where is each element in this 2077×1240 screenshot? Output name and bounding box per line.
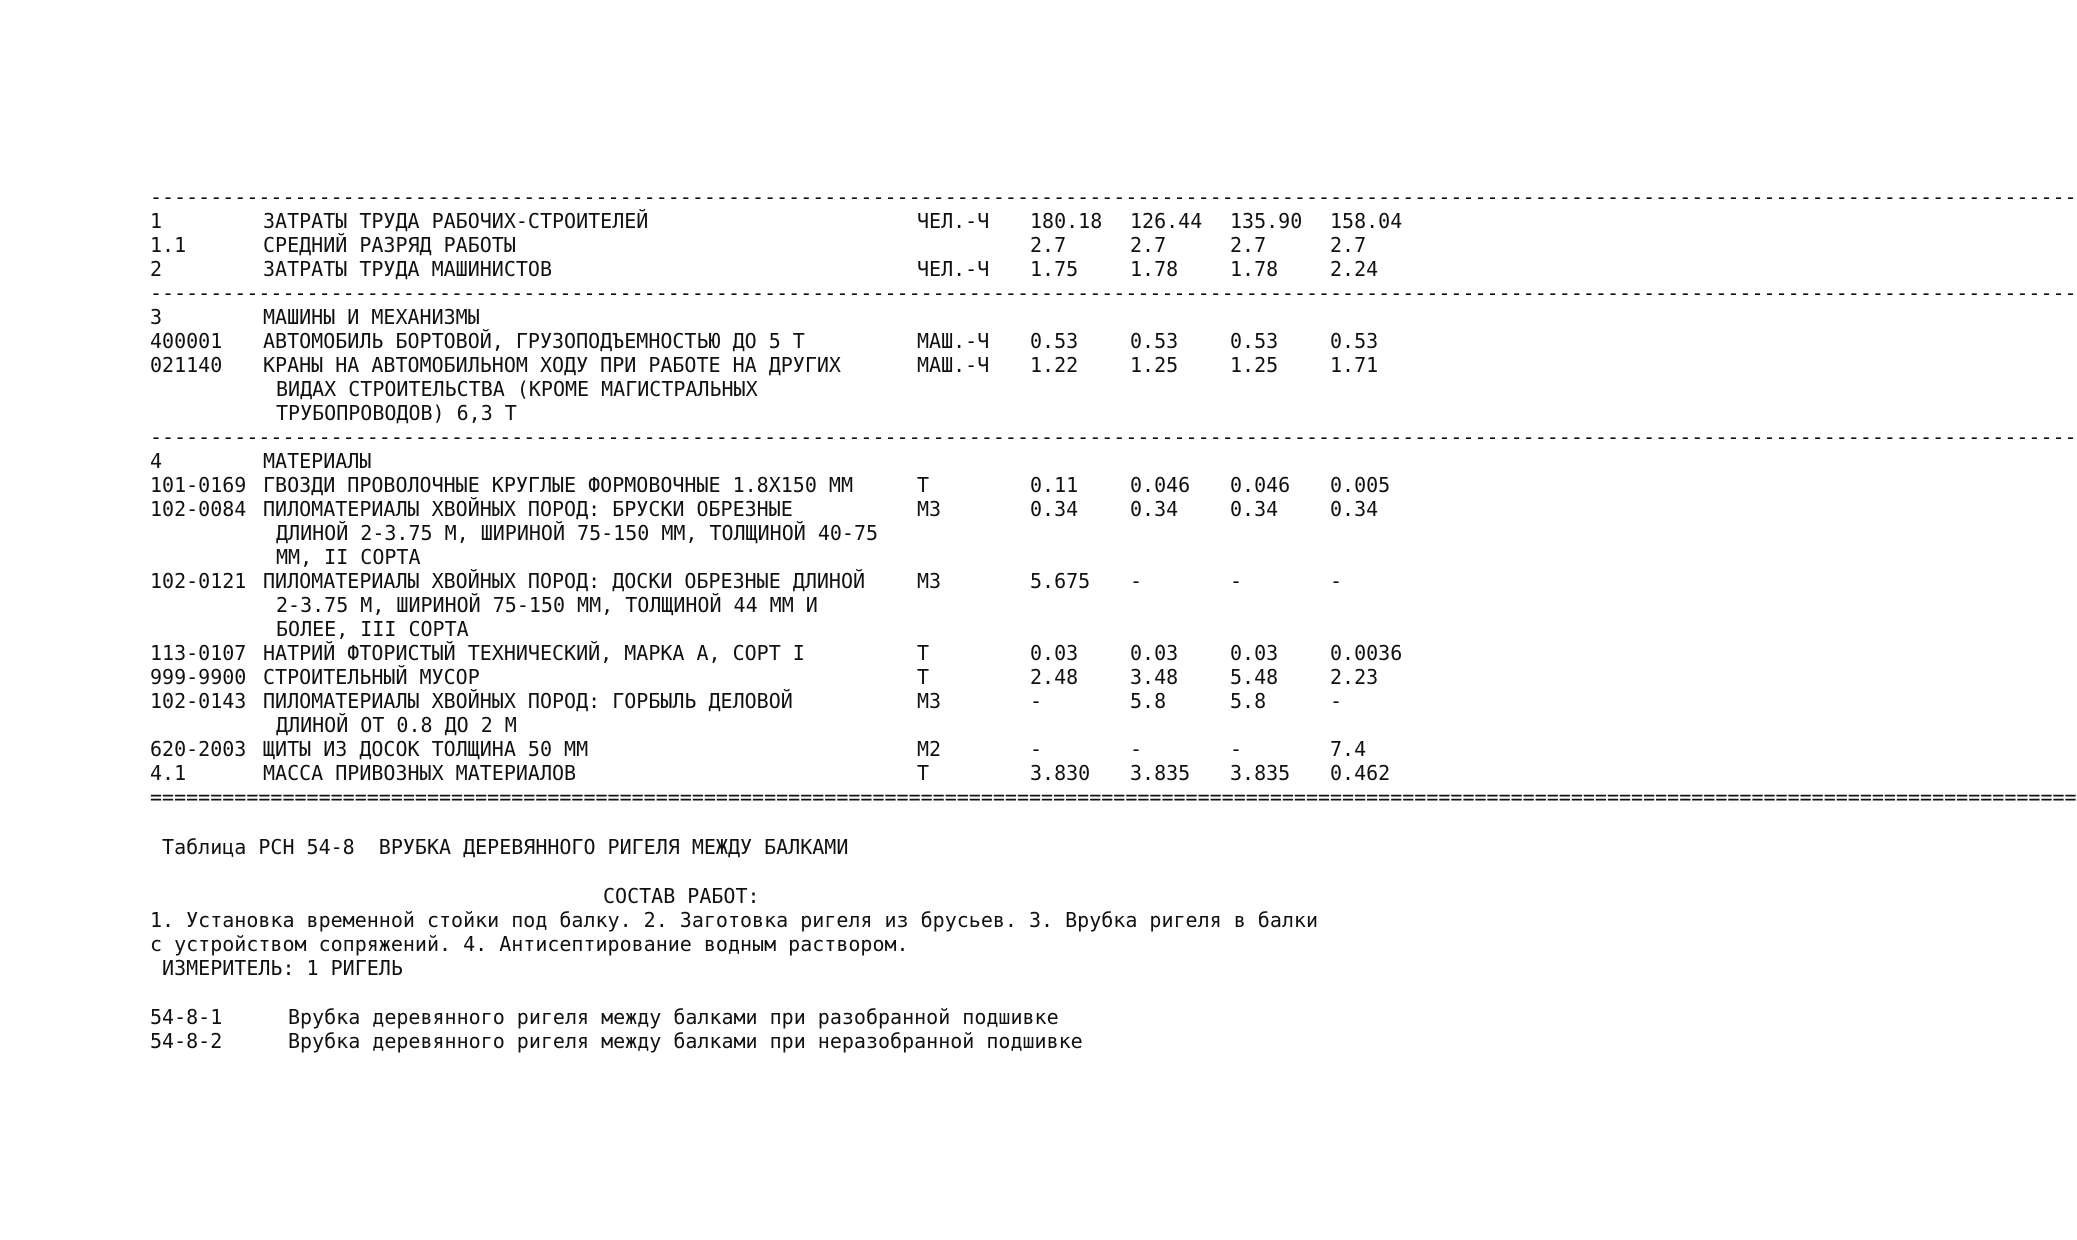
row-code: 1.1 bbox=[150, 233, 187, 257]
composition-heading: СОСТАВ РАБОТ: bbox=[603, 884, 760, 908]
table-row bbox=[150, 209, 1403, 233]
table-row-continuation bbox=[150, 593, 818, 617]
row-value: 0.53 bbox=[1130, 329, 1179, 353]
table-row bbox=[150, 737, 1367, 761]
row-value: - bbox=[1130, 737, 1143, 761]
row-name: СТРОИТЕЛЬНЫЙ МУСОР bbox=[263, 665, 480, 689]
item-text: Врубка деревянного ригеля между балками при неразобранной подшивке bbox=[288, 1029, 1083, 1053]
row-code: 102-0143 bbox=[150, 689, 247, 713]
row-name-continuation: ДЛИНОЙ 2-3.75 М, ШИРИНОЙ 75-150 ММ, ТОЛЩИНОЙ 40-75 bbox=[276, 521, 879, 545]
row-name: ЗАТРАТЫ ТРУДА РАБОЧИХ-СТРОИТЕЛЕЙ bbox=[263, 209, 649, 233]
row-name: ЩИТЫ ИЗ ДОСОК ТОЛЩИНА 50 ММ bbox=[263, 737, 589, 761]
row-value: 0.34 bbox=[1330, 497, 1379, 521]
row-name-continuation: ТРУБОПРОВОДОВ) 6,3 Т bbox=[276, 401, 517, 425]
row-name-continuation: ВИДАХ СТРОИТЕЛЬСТВА (КРОМЕ МАГИСТРАЛЬНЫХ bbox=[276, 377, 758, 401]
row-value: 2.7 bbox=[1130, 233, 1167, 257]
table-row bbox=[150, 473, 1391, 497]
row-name: ПИЛОМАТЕРИАЛЫ ХВОЙНЫХ ПОРОД: ГОРБЫЛЬ ДЕЛОВОЙ bbox=[263, 689, 793, 713]
row-value: 5.675 bbox=[1030, 569, 1091, 593]
row-code: 113-0107 bbox=[150, 641, 247, 665]
row-value: 1.71 bbox=[1330, 353, 1379, 377]
row-name: ПИЛОМАТЕРИАЛЫ ХВОЙНЫХ ПОРОД: БРУСКИ ОБРЕЗНЫЕ bbox=[263, 497, 793, 521]
row-value: - bbox=[1330, 569, 1343, 593]
row-value: - bbox=[1330, 689, 1343, 713]
row-value: 3.835 bbox=[1130, 761, 1191, 785]
row-code: 2 bbox=[150, 257, 163, 281]
row-value: 1.75 bbox=[1030, 257, 1079, 281]
row-value: 0.462 bbox=[1330, 761, 1391, 785]
table-row bbox=[150, 569, 1343, 593]
row-value: 0.53 bbox=[1230, 329, 1279, 353]
row-value: 0.11 bbox=[1030, 473, 1079, 497]
composition-text: 1. Установка временной стойки под балку. 2. Заготовка ригеля из брусьев. 3. Врубка ригеля в балки bbox=[150, 908, 1318, 932]
row-value: 2.23 bbox=[1330, 665, 1379, 689]
table-row bbox=[150, 641, 1403, 665]
row-value: 1.78 bbox=[1230, 257, 1279, 281]
row-code: 400001 bbox=[150, 329, 223, 353]
row-name: ЗАТРАТЫ ТРУДА МАШИНИСТОВ bbox=[263, 257, 552, 281]
row-value: 0.005 bbox=[1330, 473, 1391, 497]
separator-line: ---------------------------------------------------------------------------------------------------------------------------------------------------------------- bbox=[150, 425, 2077, 449]
row-code: 102-0121 bbox=[150, 569, 247, 593]
row-value: 0.34 bbox=[1130, 497, 1179, 521]
item-code: 54-8-1 bbox=[150, 1005, 223, 1029]
row-value: - bbox=[1230, 569, 1243, 593]
row-name-continuation: БОЛЕЕ, III СОРТА bbox=[276, 617, 469, 641]
row-value: 1.25 bbox=[1230, 353, 1279, 377]
row-value: 0.03 bbox=[1030, 641, 1079, 665]
row-name: МАТЕРИАЛЫ bbox=[263, 449, 372, 473]
table-row bbox=[150, 257, 1379, 281]
row-unit: ЧЕЛ.-Ч bbox=[917, 209, 990, 233]
table-row-continuation bbox=[150, 401, 517, 425]
table-row bbox=[150, 449, 372, 473]
row-name: НАТРИЙ ФТОРИСТЫЙ ТЕХНИЧЕСКИЙ, МАРКА А, СОРТ I bbox=[263, 641, 805, 665]
separator-line: ---------------------------------------------------------------------------------------------------------------------------------------------------------------- bbox=[150, 281, 2077, 305]
row-value: 0.34 bbox=[1030, 497, 1079, 521]
row-value: 2.7 bbox=[1030, 233, 1067, 257]
row-unit: М2 bbox=[917, 737, 942, 761]
row-value: 5.8 bbox=[1130, 689, 1167, 713]
row-value: 7.4 bbox=[1330, 737, 1367, 761]
table-row-continuation bbox=[150, 521, 879, 545]
table-row bbox=[150, 353, 1379, 377]
row-value: 0.34 bbox=[1230, 497, 1279, 521]
row-unit: М3 bbox=[917, 569, 942, 593]
row-value: 135.90 bbox=[1230, 209, 1303, 233]
item-text: Врубка деревянного ригеля между балками при разобранной подшивке bbox=[288, 1005, 1059, 1029]
table-row bbox=[150, 689, 1343, 713]
row-name: МАШИНЫ И МЕХАНИЗМЫ bbox=[263, 305, 480, 329]
meter-line: ИЗМЕРИТЕЛЬ: 1 РИГЕЛЬ bbox=[150, 956, 403, 980]
row-value: 2.7 bbox=[1230, 233, 1267, 257]
table-row-continuation bbox=[150, 545, 421, 569]
row-code: 620-2003 bbox=[150, 737, 247, 761]
table-row-continuation bbox=[150, 377, 758, 401]
row-value: 0.53 bbox=[1030, 329, 1079, 353]
row-value: 180.18 bbox=[1030, 209, 1103, 233]
row-unit: Т bbox=[917, 761, 930, 785]
row-value: 2.7 bbox=[1330, 233, 1367, 257]
row-code: 999-9900 bbox=[150, 665, 247, 689]
row-unit: МАШ.-Ч bbox=[917, 329, 990, 353]
table-row bbox=[150, 761, 1391, 785]
row-name-continuation: ДЛИНОЙ ОТ 0.8 ДО 2 М bbox=[276, 713, 517, 737]
row-value: 5.8 bbox=[1230, 689, 1267, 713]
row-unit: М3 bbox=[917, 497, 942, 521]
row-value: - bbox=[1130, 569, 1143, 593]
row-name: СРЕДНИЙ РАЗРЯД РАБОТЫ bbox=[263, 233, 516, 257]
row-value: 1.25 bbox=[1130, 353, 1179, 377]
row-code: 4 bbox=[150, 449, 163, 473]
row-name-continuation: ММ, II СОРТА bbox=[276, 545, 421, 569]
table-row-continuation bbox=[150, 713, 517, 737]
row-name: ПИЛОМАТЕРИАЛЫ ХВОЙНЫХ ПОРОД: ДОСКИ ОБРЕЗНЫЕ ДЛИНОЙ bbox=[263, 569, 866, 593]
table-row bbox=[150, 233, 1367, 257]
table-row bbox=[150, 497, 1379, 521]
row-value: 3.835 bbox=[1230, 761, 1291, 785]
row-value: 1.78 bbox=[1130, 257, 1179, 281]
row-code: 101-0169 bbox=[150, 473, 247, 497]
row-value: 3.48 bbox=[1130, 665, 1179, 689]
list-item bbox=[150, 1029, 1083, 1053]
list-item bbox=[150, 1005, 1059, 1029]
row-value: 0.53 bbox=[1330, 329, 1379, 353]
table-row bbox=[150, 305, 480, 329]
row-value: 3.830 bbox=[1030, 761, 1091, 785]
row-name: АВТОМОБИЛЬ БОРТОВОЙ, ГРУЗОПОДЪЕМНОСТЬЮ ДО 5 Т bbox=[263, 329, 805, 353]
row-unit: МАШ.-Ч bbox=[917, 353, 990, 377]
row-unit: Т bbox=[917, 641, 930, 665]
row-code: 021140 bbox=[150, 353, 223, 377]
row-value: 0.03 bbox=[1130, 641, 1179, 665]
row-code: 3 bbox=[150, 305, 163, 329]
row-name-continuation: 2-3.75 М, ШИРИНОЙ 75-150 ММ, ТОЛЩИНОЙ 44 ММ И bbox=[276, 593, 818, 617]
row-value: 2.48 bbox=[1030, 665, 1079, 689]
double-separator-line: ================================================================================================================================================================ bbox=[150, 785, 2077, 809]
row-value: 0.046 bbox=[1130, 473, 1191, 497]
row-code: 4.1 bbox=[150, 761, 187, 785]
row-name: КРАНЫ НА АВТОМОБИЛЬНОМ ХОДУ ПРИ РАБОТЕ НА ДРУГИХ bbox=[263, 353, 841, 377]
row-name: ГВОЗДИ ПРОВОЛОЧНЫЕ КРУГЛЫЕ ФОРМОВОЧНЫЕ 1.8Х150 ММ bbox=[263, 473, 854, 497]
table-row-continuation bbox=[150, 617, 469, 641]
row-value: 158.04 bbox=[1330, 209, 1403, 233]
row-value: 2.24 bbox=[1330, 257, 1379, 281]
row-unit: ЧЕЛ.-Ч bbox=[917, 257, 990, 281]
table-title: Таблица РСН 54-8 ВРУБКА ДЕРЕВЯННОГО РИГЕЛЯ МЕЖДУ БАЛКАМИ bbox=[150, 835, 849, 859]
row-name: МАССА ПРИВОЗНЫХ МАТЕРИАЛОВ bbox=[263, 761, 577, 785]
row-value: 126.44 bbox=[1130, 209, 1203, 233]
composition-text: с устройством сопряжений. 4. Антисептирование водным раствором. bbox=[150, 932, 909, 956]
table-row bbox=[150, 329, 1379, 353]
row-code: 102-0084 bbox=[150, 497, 247, 521]
row-value: 1.22 bbox=[1030, 353, 1079, 377]
row-value: - bbox=[1030, 737, 1043, 761]
row-value: 0.03 bbox=[1230, 641, 1279, 665]
row-value: 5.48 bbox=[1230, 665, 1279, 689]
row-unit: М3 bbox=[917, 689, 942, 713]
row-value: 0.0036 bbox=[1330, 641, 1403, 665]
row-value: - bbox=[1030, 689, 1043, 713]
row-unit: Т bbox=[917, 473, 930, 497]
row-unit: Т bbox=[917, 665, 930, 689]
row-value: - bbox=[1230, 737, 1243, 761]
table-row bbox=[150, 665, 1379, 689]
row-code: 1 bbox=[150, 209, 163, 233]
item-code: 54-8-2 bbox=[150, 1029, 223, 1053]
row-value: 0.046 bbox=[1230, 473, 1291, 497]
separator-line: ---------------------------------------------------------------------------------------------------------------------------------------------------------------- bbox=[150, 185, 2077, 209]
